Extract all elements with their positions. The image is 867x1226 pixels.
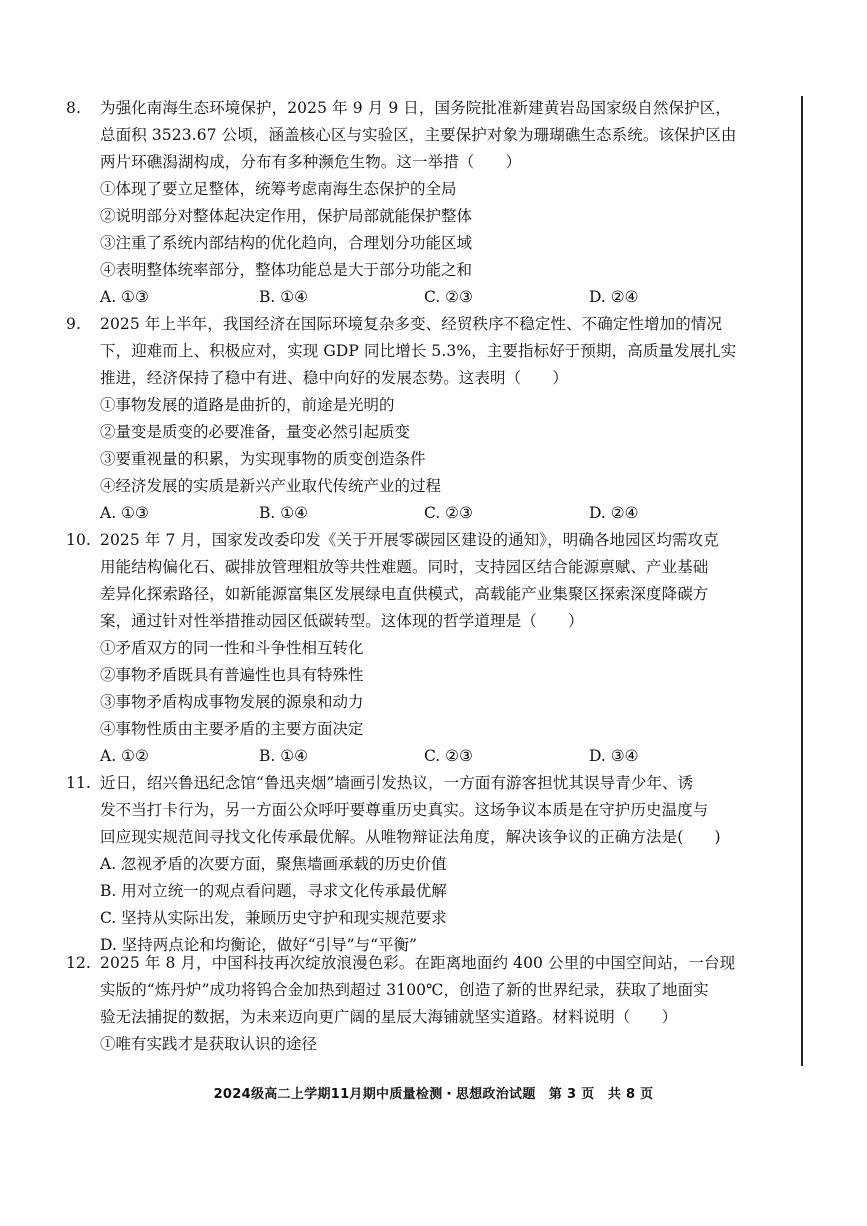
question-stem-line: 下，迎难而上、积极应对，实现 GDP 同比增长 5.3%，主要指标好于预期，高质量发展扎实 — [100, 342, 737, 360]
choice-c: C. ②③ — [424, 504, 473, 522]
binding-margin-line — [801, 96, 803, 1066]
question-stem-line: 为强化南海生态环境保护，2025 年 9 月 9 日，国务院批准新建黄岩岛国家级自然保护区， — [100, 99, 731, 117]
statement-option: ②事物矛盾既具有普遍性也具有特殊性 — [100, 666, 364, 684]
question-9 — [66, 311, 786, 527]
question-stem-line: 案，通过针对性举措推动园区低碳转型。这体现的哲学道理是（ ） — [100, 612, 584, 630]
question-number: 11. — [66, 774, 91, 792]
question-stem-line: 两片环礁潟湖构成，分布有多种濒危生物。这一举措（ ） — [100, 153, 522, 171]
answer-option-d: D. 坚持两点论和均衡论，做好“引导”与“平衡” — [100, 936, 417, 954]
question-stem-line: 推进，经济保持了稳中有进、稳中向好的发展态势。这表明（ ） — [100, 369, 569, 387]
choice-d: D. ②④ — [589, 504, 639, 522]
question-stem-line: 实版的“炼丹炉”成功将钨合金加热到超过 3100℃，创造了新的世界纪录，获取了地面实 — [100, 981, 709, 999]
statement-option: ③事物矛盾构成事物发展的源泉和动力 — [100, 693, 364, 711]
choice-a: A. ①② — [100, 747, 149, 765]
choice-c: C. ②③ — [424, 747, 473, 765]
page-footer: 2024级高二上学期11月期中质量检测・思想政治试题 第 3 页 共 8 页 — [213, 1087, 654, 1102]
statement-option: ①唯有实践才是获取认识的途径 — [100, 1035, 318, 1053]
choice-b: B. ①④ — [259, 747, 309, 765]
question-stem-line: 近日，绍兴鲁迅纪念馆“鲁迅夹烟”墙画引发热议，一方面有游客担忧其误导青少年、诱 — [100, 774, 694, 792]
question-stem-line: 2025 年 7 月，国家发改委印发《关于开展零碳园区建设的通知》，明确各地园区均需攻克 — [100, 531, 719, 549]
statement-option: ④事物性质由主要矛盾的主要方面决定 — [100, 720, 364, 738]
choice-c: C. ②③ — [424, 288, 473, 306]
choice-d: D. ②④ — [589, 288, 639, 306]
question-stem-line: 验无法捕捉的数据，为未来迈向更广阔的星辰大海铺就坚实道路。材料说明（ ） — [100, 1008, 678, 1026]
answer-option-c: C. 坚持从实际出发，兼顾历史守护和现实规范要求 — [100, 909, 447, 927]
question-stem-line: 差异化探索路径，如新能源富集区发展绿电直供模式，高载能产业集聚区探索深度降碳方 — [100, 585, 709, 603]
statement-option: ④表明整体统率部分，整体功能总是大于部分功能之和 — [100, 261, 473, 279]
question-stem-line: 总面积 3523.67 公顷，涵盖核心区与实验区，主要保护对象为珊瑚礁生态系统。该保护区由 — [100, 126, 737, 144]
answer-option-a: A. 忽视矛盾的次要方面，聚焦墙画承载的历史价值 — [100, 855, 447, 873]
choice-b: B. ①④ — [259, 504, 309, 522]
answer-choices — [66, 500, 786, 527]
statement-option: ④经济发展的实质是新兴产业取代传统产业的过程 — [100, 477, 442, 495]
choice-b: B. ①④ — [259, 288, 309, 306]
answer-option-b: B. 用对立统一的观点看问题，寻求文化传承最优解 — [100, 882, 447, 900]
statement-option: ②量变是质变的必要准备，量变必然引起质变 — [100, 423, 411, 441]
question-stem-line: 2025 年上半年，我国经济在国际环境复杂多变、经贸秩序不稳定性、不确定性增加的情况 — [100, 315, 723, 333]
question-number: 8. — [66, 99, 81, 117]
question-11 — [66, 770, 786, 959]
question-number: 12. — [66, 954, 91, 972]
statement-option: ③注重了系统内部结构的优化趋向，合理划分功能区域 — [100, 234, 473, 252]
question-number: 9. — [66, 315, 81, 333]
question-8 — [66, 95, 786, 311]
question-number: 10. — [66, 531, 91, 549]
choice-a: A. ①③ — [100, 288, 149, 306]
question-10 — [66, 527, 786, 770]
answer-choices — [66, 743, 786, 770]
question-12 — [66, 950, 786, 1058]
statement-option: ③要重视量的积累，为实现事物的质变创造条件 — [100, 450, 426, 468]
statement-option: ①矛盾双方的同一性和斗争性相互转化 — [100, 639, 364, 657]
question-stem-line: 2025 年 8 月，中国科技再次绽放浪漫色彩。在距离地面约 400 公里的中国空间站，一台现 — [100, 954, 736, 972]
question-stem-line: 回应现实规范间寻找文化传承最优解。从唯物辩证法角度，解决该争议的正确方法是( ) — [100, 828, 721, 846]
statement-option: ①体现了要立足整体，统筹考虑南海生态保护的全局 — [100, 180, 457, 198]
statement-option: ②说明部分对整体起决定作用，保护局部就能保护整体 — [100, 207, 473, 225]
statement-option: ①事物发展的道路是曲折的，前途是光明的 — [100, 396, 395, 414]
question-stem-line: 用能结构偏化石、碳排放管理粗放等共性难题。同时，支持园区结合能源禀赋、产业基础 — [100, 558, 709, 576]
choice-d: D. ③④ — [589, 747, 639, 765]
question-stem-line: 发不当打卡行为，另一方面公众呼吁要尊重历史真实。这场争议本质是在守护历史温度与 — [100, 801, 709, 819]
choice-a: A. ①③ — [100, 504, 149, 522]
answer-choices — [66, 284, 786, 311]
